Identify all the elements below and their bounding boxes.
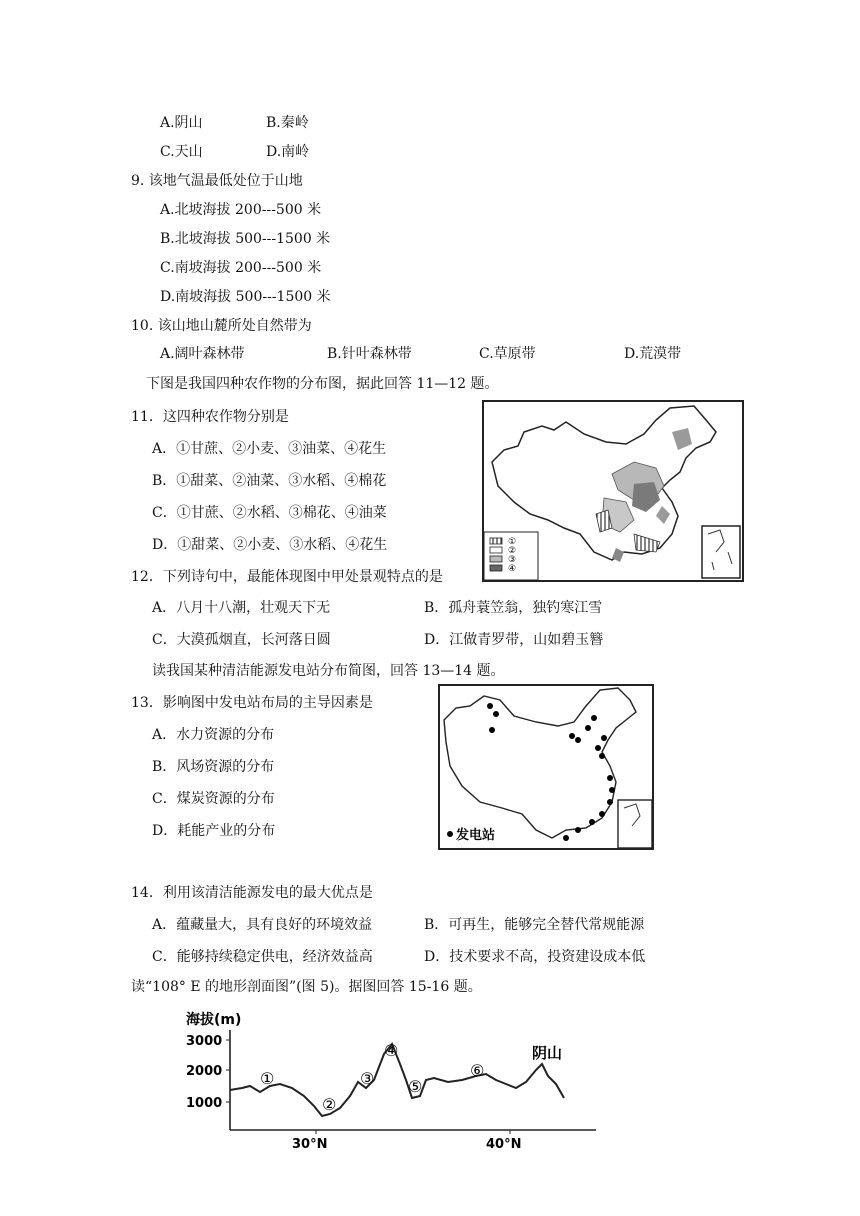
point-3: ③ xyxy=(360,1069,375,1088)
q14-option-d: D．技术要求不高，投资建设成本低 xyxy=(424,949,646,965)
q8-option-c: C.天山 xyxy=(160,144,203,160)
q10-option-d: D.荒漠带 xyxy=(624,346,682,362)
point-2: ② xyxy=(322,1095,337,1114)
xtick-30n: 30°N xyxy=(292,1137,328,1152)
q12-option-b: B．孤舟蓑笠翁，独钓寒江雪 xyxy=(424,600,603,616)
q8-option-b: B.秦岭 xyxy=(266,115,309,131)
point-4: ④ xyxy=(384,1041,399,1060)
xtick-40n: 40°N xyxy=(486,1137,522,1152)
point-6: ⑥ xyxy=(470,1061,485,1080)
q12-option-a: A．八月十八潮，壮观天下无 xyxy=(152,600,331,616)
q10-stem: 10. 该山地山麓所处自然带为 xyxy=(131,318,312,334)
q9-stem: 9. 该地气温最低处位于山地 xyxy=(131,173,303,189)
q9-option-c: C.南坡海拔 200---500 米 xyxy=(160,260,322,276)
q14-option-b: B．可再生，能够完全替代常规能源 xyxy=(424,917,645,933)
ytick-3000: 3000 xyxy=(186,1034,223,1049)
terrain-profile xyxy=(180,1006,600,1154)
q13-option-a: A．水力资源的分布 xyxy=(152,727,275,743)
ytick-1000: 1000 xyxy=(186,1096,223,1111)
q10-option-a: A.阔叶森林带 xyxy=(160,346,245,362)
q11-option-d: D．①甜菜、②小麦、③水稻、④花生 xyxy=(152,537,388,553)
q9-option-d: D.南坡海拔 500---1500 米 xyxy=(160,289,331,305)
peak-yinshan: 阴山 xyxy=(532,1044,563,1062)
profile-ylabel: 海拔(m) xyxy=(186,1012,242,1028)
q11-option-c: C．①甘蔗、②水稻、③棉花、④油菜 xyxy=(152,505,387,521)
q13-option-b: B．风场资源的分布 xyxy=(152,759,275,775)
q12-option-c: C．大漠孤烟直，长河落日圆 xyxy=(152,632,331,648)
q14-stem: 14．利用该清洁能源发电的最大优点是 xyxy=(131,885,373,901)
q10-option-c: C.草原带 xyxy=(479,346,536,362)
q8-option-a: A.阴山 xyxy=(160,115,203,131)
legend-4: ④ xyxy=(508,564,517,574)
q13-option-c: C．煤炭资源的分布 xyxy=(152,791,275,807)
q11-stem: 11．这四种农作物分别是 xyxy=(131,409,289,425)
q12-stem: 12．下列诗句中，最能体现图中甲处景观特点的是 xyxy=(131,569,443,585)
q8-option-d: D.南岭 xyxy=(266,144,310,160)
china-outline-2 xyxy=(444,688,636,838)
legend-2: ② xyxy=(508,546,517,556)
ytick-2000: 2000 xyxy=(186,1064,223,1079)
q12-option-d: D．江做青罗带，山如碧玉簪 xyxy=(424,632,604,648)
q14-option-a: A．蕴藏量大，具有良好的环境效益 xyxy=(152,917,373,933)
power-station-map xyxy=(438,684,654,850)
crop-distribution-map xyxy=(482,400,744,582)
q13-stem: 13．影响图中发电站布局的主导因素是 xyxy=(131,695,373,711)
legend-1: ① xyxy=(508,537,517,547)
south-china-sea-inset-2 xyxy=(618,800,652,848)
map2-legend: 发电站 xyxy=(456,828,496,843)
intro-13-14: 读我国某种清洁能源发电站分布简图，回答 13—14 题。 xyxy=(152,663,505,679)
q13-option-d: D．耗能产业的分布 xyxy=(152,823,276,839)
point-5: ⑤ xyxy=(408,1077,423,1096)
q11-option-a: A．①甘蔗、②小麦、③油菜、④花生 xyxy=(152,441,387,457)
point-1: ① xyxy=(260,1069,275,1088)
q9-option-a: A.北坡海拔 200---500 米 xyxy=(160,202,322,218)
q10-option-b: B.针叶森林带 xyxy=(327,346,412,362)
intro-11-12: 下图是我国四种农作物的分布图，据此回答 11—12 题。 xyxy=(146,376,499,392)
legend-3: ③ xyxy=(508,555,517,565)
intro-15-16: 读“108° E 的地形剖面图”(图 5)。据图回答 15-16 题。 xyxy=(131,979,482,995)
q14-option-c: C．能够持续稳定供电，经济效益高 xyxy=(152,949,373,965)
q9-option-b: B.北坡海拔 500---1500 米 xyxy=(160,231,331,247)
q11-option-b: B．①甜菜、②油菜、③水稻、④棉花 xyxy=(152,473,387,489)
